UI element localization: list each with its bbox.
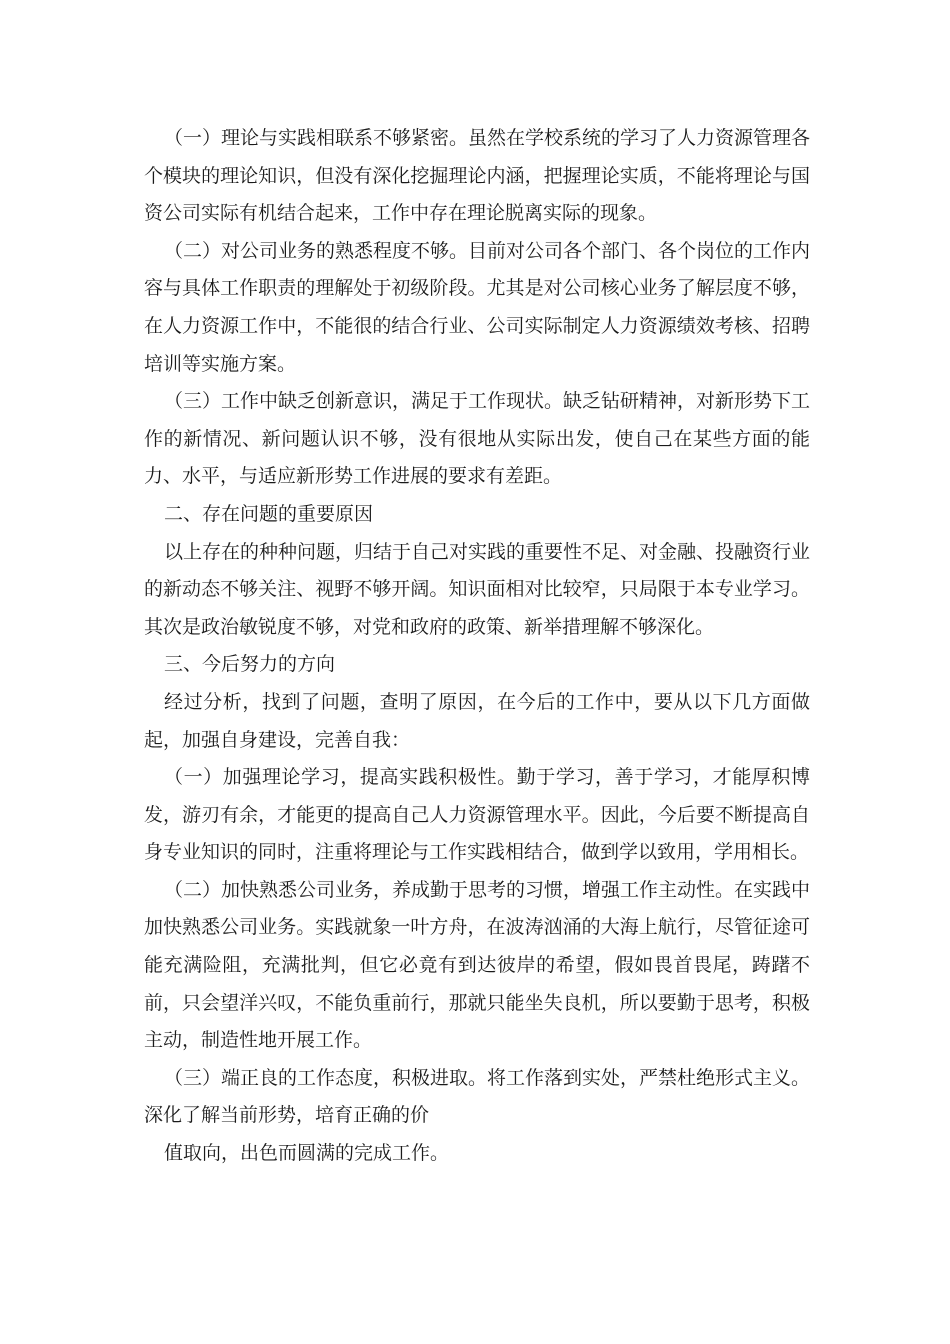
document-body xyxy=(144,120,810,1173)
section-heading-causes: 二、存在问题的重要原因 xyxy=(164,502,374,525)
paragraph-business-familiarity: （二）对公司业务的熟悉程度不够。目前对公司各个部门、各个岗位的工作内容与具体工作职责的理解处于初级阶段。尤其是对公司核心业务了解层度不够，在人力资源工作中，不能很的结合行业、公司实际制定人力资源绩效考核、招聘培训等实施方案。 xyxy=(144,239,811,375)
section-heading-direction: 三、今后努力的方向 xyxy=(164,653,336,676)
paragraph-attitude: （三）端正良的工作态度，积极进取。将工作落到实处，严禁杜绝形式主义。深化了解当前形势，培育正确的价 xyxy=(144,1066,811,1127)
paragraph-strengthen-theory: （一）加强理论学习，提高实践积极性。勤于学习，善于学习，才能厚积博发，游刃有余，才能更的提高自己人力资源管理水平。因此，今后要不断提高自身专业知识的同时，注重将理论与工作实践相结合，做到学以致用，学用相长。 xyxy=(144,766,810,864)
paragraph-innovation: （三）工作中缺乏创新意识，满足于工作现状。缺乏钻研精神，对新形势下工作的新情况、新问题认识不够，没有很地从实际出发，使自己在某些方面的能力、水平，与适应新形势工作进展的要求有差距。 xyxy=(144,390,811,488)
paragraph-direction-intro: 经过分析，找到了问题，查明了原因，在今后的工作中，要从以下几方面做起，加强自身建设，完善自我： xyxy=(144,690,810,751)
paragraph-accelerate-business: （二）加快熟悉公司业务，养成勤于思考的习惯，增强工作主动性。在实践中加快熟悉公司业务。实践就象一叶方舟，在波涛汹涌的大海上航行，尽管征途可能充满险阻，充满批判，但它必竟有到达彼岸的希望，假如畏首畏尾，踌躇不前，只会望洋兴叹，不能负重前行，那就只能坐失良机，所以要勤于思考，积极主动，制造性地开展工作。 xyxy=(144,878,811,1052)
paragraph-causes: 以上存在的种种问题，归结于自己对实践的重要性不足、对金融、投融资行业的新动态不够关注、视野不够开阔。知识面相对比较窄，只局限于本专业学习。其次是政治敏锐度不够，对党和政府的政策、新举措理解不够深化。 xyxy=(144,540,811,638)
paragraph-theory-practice: （一）理论与实践相联系不够紧密。虽然在学校系统的学习了人力资源管理各个模块的理论知识，但没有深化挖掘理论内涵，把握理论实质，不能将理论与国资公司实际有机结合起来，工作中存在理论脱离实际的现象。 xyxy=(144,127,811,225)
paragraph-attitude-continued: 值取向，出色而圆满的完成工作。 xyxy=(164,1142,450,1165)
